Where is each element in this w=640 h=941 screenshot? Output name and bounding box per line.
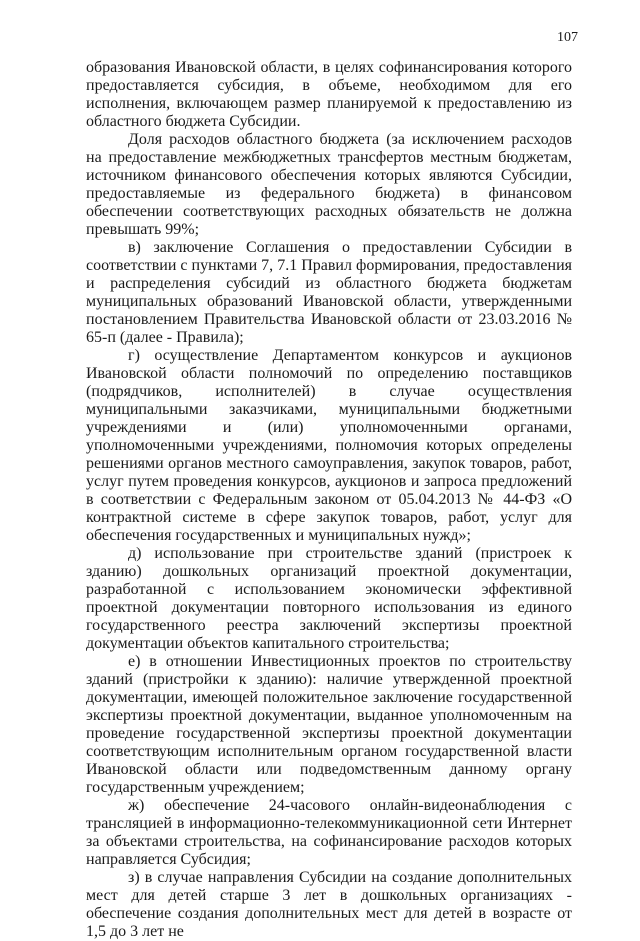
paragraph-item-g: г) осуществление Департаментом конкурсов и аукционов Ивановской области полномочий по определению поставщиков (подрядчиков, исполнителей) в случае осуществления муниципальными заказчиками, муниципальными бюджетными учреждениями и (или) уполномоченными органами, уполномоченными учреждениями, полномочия которых определены решениями органов местного самоуправления, закупок товаров, работ, услуг путем проведения конкурсов, аукционов и запроса предложений в соответствии с Федеральным законом от 05.04.2013 № 44-ФЗ «О контрактной системе в сфере закупок товаров, работ, услуг для обеспечения государственных и муниципальных нужд»; [86, 347, 572, 544]
paragraph-continuation: образования Ивановской области, в целях софинансирования которого предоставляется субсидия, в объеме, необходимом для его исполнения, включающем размер планируемой к предоставлению из областного бюджета Субсидии. [86, 59, 572, 130]
document-body [86, 59, 572, 941]
paragraph-item-z: з) в случае направления Субсидии на создание дополнительных мест для детей старше 3 лет в дошкольных организациях - обеспечение создания дополнительных мест для детей в возрасте от 1,5 до 3 лет не [86, 869, 572, 940]
paragraph-item-e: е) в отношении Инвестиционных проектов по строительству зданий (пристройки к зданию): наличие утвержденной проектной документации, имеющей положительное заключение государственной экспертизы проектной документации, выданное уполномоченным на проведение государственной экспертизы проектной документации соответствующим исполнительным органом государственной власти Ивановской области или подведомственным данному органу государственным учреждением; [86, 653, 572, 796]
paragraph-item-v: в) заключение Соглашения о предоставлении Субсидии в соответствии с пунктами 7, 7.1 Правил формирования, предоставления и распределения субсидий из областного бюджета бюджетам муниципальных образований Ивановской области, утвержденными постановлением Правительства Ивановской области от 23.03.2016 № 65-п (далее - Правила); [86, 239, 572, 346]
paragraph-budget-share: Доля расходов областного бюджета (за исключением расходов на предоставление межбюджетных трансфертов местным бюджетам, источником финансового обеспечения которых являются Субсидии, предоставляемые из федерального бюджета) в финансовом обеспечении соответствующих расходных обязательств не должна превышать 99%; [86, 131, 572, 238]
paragraph-item-zh: ж) обеспечение 24-часового онлайн-видеонаблюдения с трансляцией в информационно-телекоммуникационной сети Интернет за объектами строительства, на софинансирование расходов которых направляется Субсидия; [86, 797, 572, 868]
page-number: 107 [557, 30, 578, 45]
paragraph-item-d: д) использование при строительстве зданий (пристроек к зданию) дошкольных организаций проектной документации, разработанной с использованием экономически эффективной проектной документации повторного использования из единого государственного реестра заключений экспертизы проектной документации объектов капитального строительства; [86, 545, 572, 652]
